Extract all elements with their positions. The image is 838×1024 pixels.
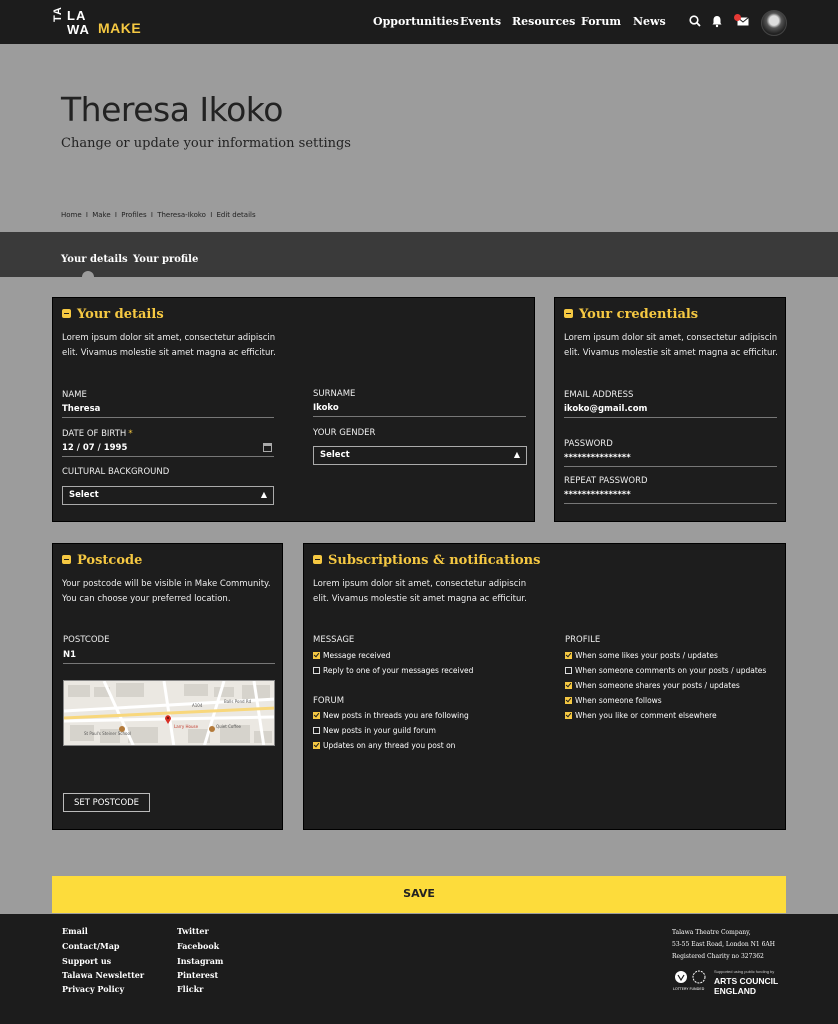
checkbox-checked-icon[interactable] [565,652,572,659]
details-panel [52,297,535,522]
checkbox-unchecked-icon[interactable] [313,727,320,734]
map-label: St Paul's Steiner School [84,731,132,736]
breadcrumb-separator: I [210,211,213,219]
collapse-icon[interactable] [313,555,322,564]
page-subtitle: Change or update your information settings [61,136,351,151]
breadcrumb-profile[interactable]: Theresa-Ikoko [157,211,206,219]
checkbox-reply-received[interactable]: Reply to one of your messages received [313,666,473,675]
password-label: PASSWORD [564,439,613,449]
checkbox-message-received[interactable]: Message received [313,651,390,660]
checkbox-follows[interactable]: When someone follows [565,696,662,705]
collapse-icon[interactable] [62,309,71,318]
footer: Email Contact/Map Support us Talawa Newsletter Privacy Policy Twitter Facebook Instagram Pinterest Flickr Talawa Theatre Company, 53-55 East Road, London N1 6AH Registered Charity no 327362 LOTTERY FUNDED Supported using public funding by ARTS COUNCIL ENGLAND [0,914,838,1024]
select-arrows-icon: ▲︎ [513,450,520,459]
footer-link-facebook[interactable]: Facebook [177,941,220,951]
logo-la: LA [67,8,87,23]
svg-text:LOTTERY FUNDED: LOTTERY FUNDED [673,987,705,991]
postcode-title[interactable]: Postcode [62,553,142,568]
dob-label: DATE OF BIRTH * [62,429,133,439]
checkbox-unchecked-icon[interactable] [565,667,572,674]
postcode-description: Your postcode will be visible in Make Community. You can choose your preferred location. [62,579,271,604]
notification-badge [734,14,741,21]
repeat-password-label: REPEAT PASSWORD [564,476,648,486]
checkbox-thread-updates[interactable]: Updates on any thread you post on [313,741,455,750]
subscriptions-description: Lorem ipsum dolor sit amet, consectetur adipiscin elit. Vivamus molestie sit amet magna ac efficitur. [313,579,527,604]
checkbox-threads-following[interactable]: New posts in threads you are following [313,711,469,720]
avatar[interactable] [761,10,787,36]
postcode-panel [52,543,283,830]
talawa-make-logo[interactable] [52,8,152,38]
nav-opportunities[interactable]: Opportunities [373,15,459,28]
map-label: A104 [192,703,203,708]
breadcrumb-separator: I [150,211,153,219]
checkbox-guild-forum[interactable]: New posts in your guild forum [313,726,436,735]
save-button[interactable]: SAVE [52,876,786,913]
postcode-field[interactable]: N1 [63,648,275,664]
credentials-title[interactable]: Your credentials [564,307,698,322]
subscriptions-panel [303,543,786,830]
map-label: Larry House [174,724,199,729]
calendar-icon[interactable] [263,443,272,452]
nav-events[interactable]: Events [460,15,502,28]
repeat-password-field[interactable]: *************** [564,488,777,504]
set-postcode-button[interactable]: SET POSTCODE [63,793,150,812]
arts-council-line1: ARTS COUNCIL [714,976,779,986]
cultural-background-label: CULTURAL BACKGROUND [62,467,170,477]
top-nav [0,0,838,44]
checkbox-checked-icon[interactable] [565,712,572,719]
logo-wa: WA [67,22,90,37]
footer-link-instagram[interactable]: Instagram [177,956,224,966]
logo-make: MAKE [98,20,142,36]
details-title[interactable]: Your details [62,307,164,322]
required-asterisk: * [128,429,133,439]
checkbox-checked-icon[interactable] [313,652,320,659]
surname-field[interactable]: Ikoko [313,401,526,417]
message-section-label: MESSAGE [313,635,355,645]
breadcrumb-separator: I [114,211,117,219]
breadcrumb-home[interactable]: Home [61,211,82,219]
tab-bar [0,232,838,277]
page-title: Theresa Ikoko [61,90,283,129]
profile-section-label: PROFILE [565,635,601,645]
credentials-description: Lorem ipsum dolor sit amet, consectetur adipiscin elit. Vivamus molestie sit amet magna ac efficitur. [564,333,778,358]
nav-forum[interactable]: Forum [581,15,621,28]
collapse-icon[interactable] [564,309,573,318]
cultural-background-select[interactable]: Select ▲︎ [62,486,274,505]
breadcrumb-profiles[interactable]: Profiles [121,211,147,219]
postcode-label: POSTCODE [63,635,110,645]
footer-link-pinterest[interactable]: Pinterest [177,970,219,980]
checkbox-unchecked-icon[interactable] [313,667,320,674]
checkbox-checked-icon[interactable] [565,697,572,704]
lottery-funded-logo [673,969,709,993]
credentials-panel [554,297,786,522]
breadcrumb-make[interactable]: Make [92,211,111,219]
bell-icon[interactable] [710,14,724,28]
details-description: Lorem ipsum dolor sit amet, consectetur adipiscin elit. Vivamus molestie sit amet magna ac efficitur. [62,333,276,358]
breadcrumb-separator: I [85,211,88,219]
active-tab-indicator [82,271,94,283]
gender-label: YOUR GENDER [313,428,376,438]
subscriptions-title[interactable]: Subscriptions & notifications [313,553,540,568]
select-arrows-icon: ▲︎ [260,490,267,499]
footer-link-email[interactable]: Email [62,926,88,936]
gender-select[interactable]: Select ▲︎ [313,446,527,465]
footer-link-twitter[interactable]: Twitter [177,926,209,936]
map-label: Balls Pond Rd [224,699,252,704]
footer-link-support[interactable]: Support us [62,956,112,966]
collapse-icon[interactable] [62,555,71,564]
email-field[interactable]: ikoko@gmail.com [564,402,777,418]
checkbox-checked-icon[interactable] [313,742,320,749]
logo-ta: TA [52,6,64,22]
map-label: Quiet Coffee [216,724,242,729]
nav-news[interactable]: News [633,15,666,28]
tab-your-profile[interactable]: Your profile [133,254,199,265]
surname-label: SURNAME [313,389,356,399]
footer-address: Talawa Theatre Company, 53-55 East Road, London N1 6AH Registered Charity no 327362 [672,929,775,960]
name-field[interactable]: Theresa [62,402,274,418]
checkbox-shares[interactable]: When someone shares your posts / updates [565,681,740,690]
name-label: NAME [62,390,87,400]
footer-link-privacy[interactable]: Privacy Policy [62,984,125,994]
checkbox-like-comment-elsewhere[interactable]: When you like or comment elsewhere [565,711,717,720]
checkbox-likes[interactable]: When some likes your posts / updates [565,651,718,660]
password-field[interactable]: *************** [564,451,777,467]
tab-your-details[interactable]: Your details [61,254,128,265]
arts-council-line2: ENGLAND [714,986,757,996]
footer-link-flickr[interactable]: Flickr [177,984,204,994]
footer-link-newsletter[interactable]: Talawa Newsletter [62,970,145,980]
location-map[interactable] [63,680,275,746]
checkbox-checked-icon[interactable] [565,682,572,689]
forum-section-label: FORUM [313,696,345,706]
dob-field[interactable]: 12 / 07 / 1995 [62,441,274,457]
checkbox-checked-icon[interactable] [313,712,320,719]
nav-resources[interactable]: Resources [512,15,576,28]
checkbox-comments[interactable]: When someone comments on your posts / updates [565,666,766,675]
breadcrumb-current: Edit details [216,211,256,219]
footer-link-contact[interactable]: Contact/Map [62,941,120,951]
email-label: EMAIL ADDRESS [564,390,634,400]
search-icon[interactable] [688,14,702,28]
breadcrumb [61,211,258,219]
